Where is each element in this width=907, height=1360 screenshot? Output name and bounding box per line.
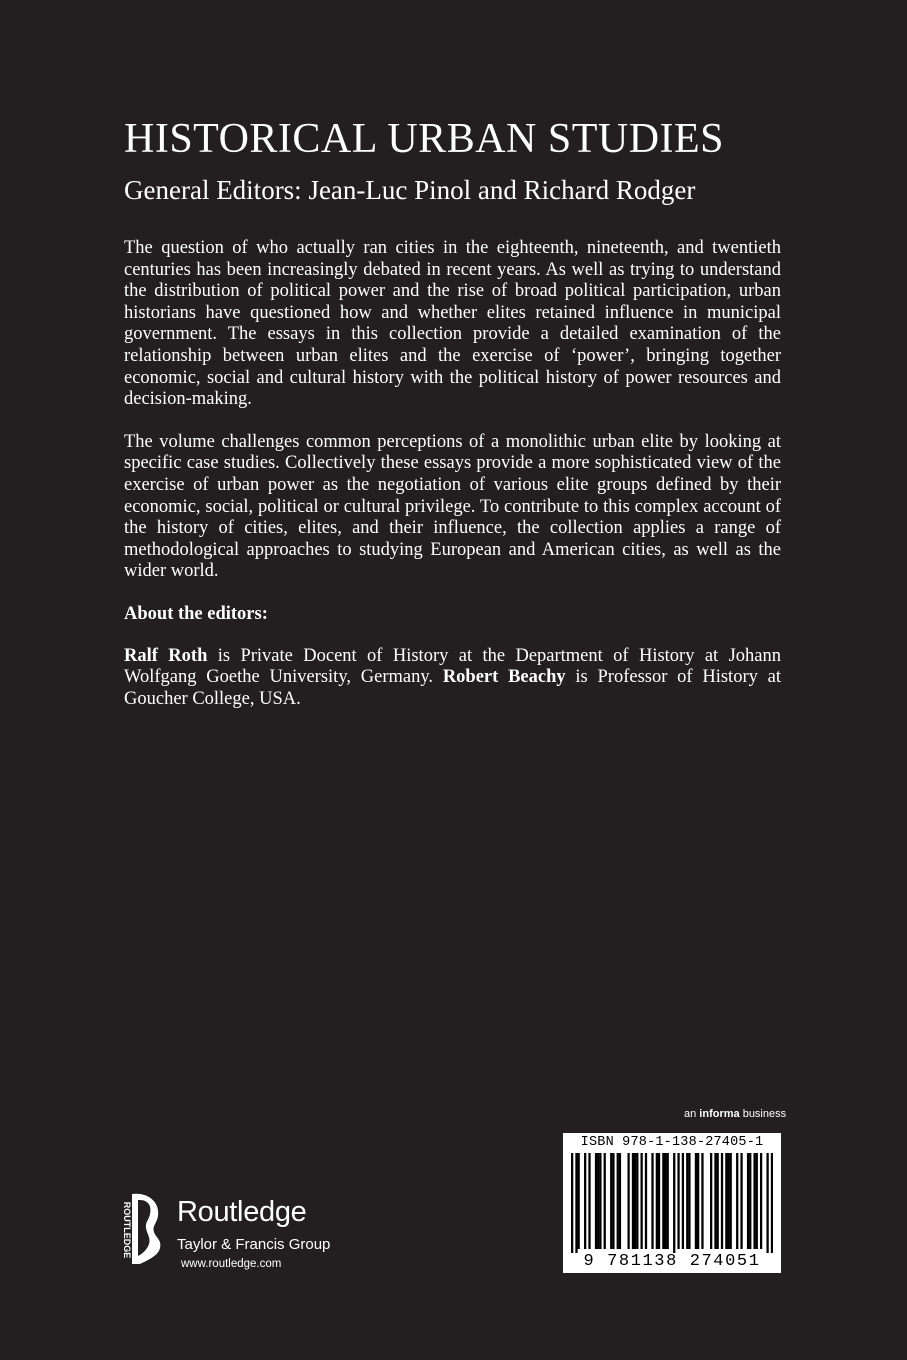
barcode-bar <box>610 1153 612 1249</box>
barcode-bar <box>721 1153 723 1249</box>
barcode-bar <box>686 1153 688 1249</box>
barcode-bar <box>612 1153 614 1249</box>
barcode-bar <box>688 1153 690 1249</box>
barcode-bar <box>595 1153 597 1249</box>
barcode-bar <box>617 1153 619 1249</box>
ean-digits: 9 781138 274051 <box>583 1252 761 1271</box>
informa-prefix: an <box>684 1108 700 1120</box>
barcode-bar <box>656 1153 658 1249</box>
informa-business-tagline <box>684 1108 786 1120</box>
isbn-label: ISBN 978-1-138-27405-1 <box>580 1135 764 1150</box>
barcode-bar <box>604 1153 606 1249</box>
barcode-bar <box>571 1153 573 1253</box>
barcode-bar <box>740 1153 742 1249</box>
barcode-bar <box>662 1153 664 1249</box>
barcode-bar <box>753 1153 755 1249</box>
barcode-bar <box>641 1153 643 1249</box>
barcode-bar <box>597 1153 599 1249</box>
barcode-bar <box>727 1153 729 1249</box>
editor-1-name: Ralf Roth <box>124 645 208 666</box>
barcode-bar <box>619 1153 621 1249</box>
publisher-url: www.routledge.com <box>181 1258 282 1270</box>
general-editors: General Editors: Jean-Luc Pinol and Richard Rodger <box>124 175 696 205</box>
about-editors-heading: About the editors: <box>124 603 268 624</box>
barcode-bar <box>756 1153 758 1249</box>
barcode-bar <box>632 1153 634 1249</box>
barcode-bar <box>664 1153 666 1249</box>
barcode-bar <box>658 1153 660 1249</box>
barcode-bar <box>667 1153 669 1249</box>
isbn-barcode <box>563 1133 781 1273</box>
barcode-bar <box>697 1153 699 1249</box>
barcode-bar <box>714 1153 716 1249</box>
barcode-bar <box>599 1153 601 1249</box>
barcode-bars <box>571 1153 773 1253</box>
barcode-bar <box>627 1153 629 1249</box>
barcode-bar <box>651 1153 653 1249</box>
editor-2-name: Robert Beachy <box>442 667 566 688</box>
publisher-group: Taylor & Francis Group <box>177 1236 331 1253</box>
barcode-bar <box>695 1153 697 1249</box>
barcode-bar <box>730 1153 732 1249</box>
description-paragraph-2: The volume challenges common perceptions of a monolithic urban elite by looking at specific case studies. Collectively these essays provide a more sophisticated view of the exercise of urban power as the negotiation of various elite groups defined by their economic, social, political or cultural privilege. To contribute to this complex account of the history of cities, elites, and their influence, the collection applies a range of methodological approaches to studying European and American cities, as well as the wider world. <box>124 431 781 582</box>
barcode-bar <box>771 1153 773 1253</box>
barcode-bar <box>725 1153 727 1249</box>
barcode-bar <box>575 1153 577 1253</box>
barcode-bar <box>749 1153 751 1249</box>
barcode-bar <box>766 1153 768 1253</box>
barcode-bar <box>747 1153 749 1249</box>
informa-suffix: business <box>739 1108 787 1120</box>
series-title: HISTORICAL URBAN STUDIES <box>124 116 725 162</box>
barcode-bar <box>701 1153 703 1249</box>
barcode-bar <box>634 1153 636 1249</box>
barcode-bar <box>588 1153 590 1249</box>
barcode-bar <box>677 1153 679 1249</box>
editor-1-bio: is Private Docent of History at the Department of History at Johann Wolfgang Goethe University, Germany. <box>124 645 781 688</box>
description-paragraph-1: The question of who actually ran cities in the eighteenth, nineteenth, and twentieth centuries has been increasingly debated in recent years. As well as trying to understand the distribution of political power and the rise of broad political participation, urban historians have questioned how and whether elites retained influence in municipal government. The essays in this collection provide a detailed examination of the relationship between urban elites and the exercise of ‘power’, bringing together economic, social and cultural history with the political history of power resources and decision-making. <box>124 238 781 410</box>
barcode-bar <box>710 1153 712 1249</box>
barcode-bar <box>760 1153 762 1249</box>
barcode-bar <box>736 1153 738 1249</box>
informa-brand: informa <box>699 1108 740 1120</box>
logo-vertical-text: ROUTLEDGE <box>122 1201 132 1259</box>
barcode-bar <box>578 1153 580 1249</box>
editor-2-bio: is Professor of History at Goucher College, USA. <box>124 667 781 709</box>
publisher-name: Routledge <box>177 1196 307 1228</box>
barcode-bar <box>636 1153 638 1249</box>
back-cover-text <box>124 238 781 731</box>
editors-bio <box>124 646 781 711</box>
barcode-bar <box>645 1153 647 1249</box>
routledge-logo-icon <box>118 1190 170 1268</box>
barcode-bar <box>682 1153 684 1249</box>
barcode-bar <box>673 1153 675 1253</box>
barcode-bar <box>717 1153 719 1249</box>
barcode-bar <box>584 1153 586 1249</box>
